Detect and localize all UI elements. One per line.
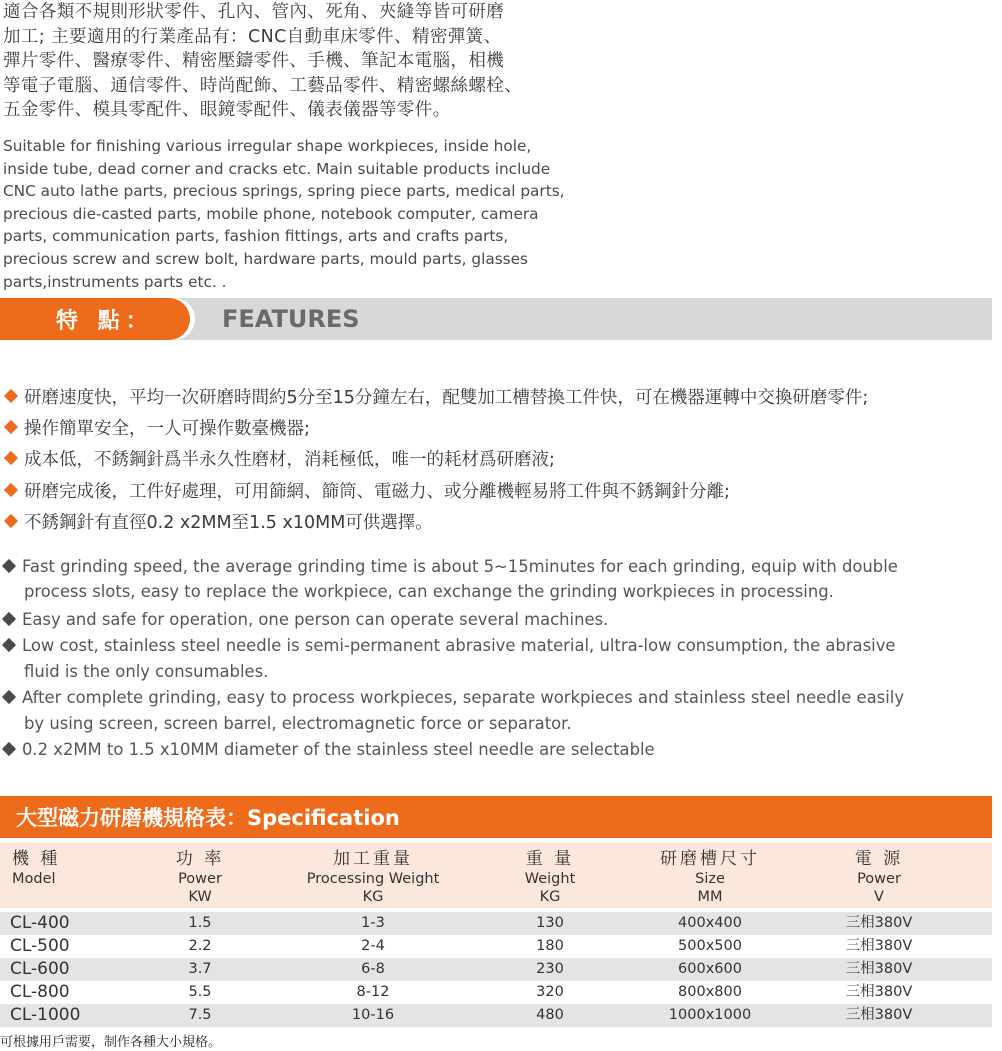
table-row	[0, 935, 992, 958]
intro-en-line: CNC auto lathe parts, precious springs, spring piece parts, medical parts,	[3, 182, 565, 201]
orange-diamond-bullet-icon	[4, 389, 18, 403]
cell-size: 500x500	[678, 938, 742, 954]
feature-cn-item: 操作簡單安全，一人可操作數臺機器;	[0, 415, 310, 445]
dark-diamond-bullet-icon	[2, 611, 16, 625]
cell-model: CL-800	[10, 982, 70, 1002]
features-tab-label: 特 點：	[56, 309, 154, 334]
cell-size: 600x600	[678, 961, 742, 977]
intro-en-line: parts,instruments parts etc. .	[3, 272, 227, 291]
feature-en-continuation: fluid is the only consumables.	[24, 662, 269, 681]
cell-weight: 130	[536, 915, 564, 931]
cell-weight: 320	[536, 984, 564, 1000]
feature-en-item: Low cost, stainless steel needle is semi-permanent abrasive material, ultra-low consumption, the abrasive	[0, 636, 895, 655]
table-row	[0, 1004, 992, 1027]
cell-power: 2.2	[188, 938, 212, 954]
cell-power: 7.5	[188, 1007, 212, 1023]
intro-en-line: Suitable for finishing various irregular shape workpieces, inside hole,	[3, 137, 532, 155]
cell-power: 5.5	[188, 984, 212, 1000]
col-header-power: 功 率 Power KW	[175, 849, 225, 905]
intro-chinese-paragraph	[3, 0, 563, 123]
table-row	[0, 912, 992, 935]
cell-weight: 480	[536, 1007, 564, 1023]
dark-diamond-bullet-icon	[2, 558, 16, 572]
cell-model: CL-600	[10, 959, 70, 979]
intro-cn-line: 彈片零件、醫療零件、精密壓鑄零件、手機、筆記本電腦，相機	[3, 51, 505, 72]
feature-en-item: 0.2 x2MM to 1.5 x10MM diameter of the stainless steel needle are selectable	[0, 740, 655, 759]
intro-cn-line: 加工; 主要適用的行業產品有：CNC自動車床零件、精密彈簧、	[3, 26, 502, 47]
col-header-slot-size: 研磨槽尺寸 Size MM	[660, 849, 760, 905]
intro-cn-line: 五金零件、模具零配件、眼鏡零配件、儀表儀器等零件。	[3, 100, 451, 121]
specification-title: 大型磁力研磨機規格表：Specification	[16, 806, 400, 830]
feature-en-item: After complete grinding, easy to process workpieces, separate workpieces and stainless steel needle easily	[0, 688, 904, 707]
cell-voltage: 三相380V	[845, 1007, 913, 1023]
feature-cn-item: 不銹鋼針有直徑0.2 x2MM至1.5 x10MM可供選擇。	[0, 509, 433, 539]
customization-note: 可根據用戶需要，制作各種大小規格。	[0, 1035, 222, 1050]
intro-en-line: parts, communication parts, fashion fittings, arts and crafts parts,	[3, 227, 509, 246]
cell-power: 1.5	[188, 915, 212, 931]
feature-en-continuation: process slots, easy to replace the workpiece, can exchange the grinding workpieces in processing.	[24, 582, 834, 601]
intro-cn-line: 等電子電腦、通信零件、時尚配飾、工藝品零件、精密螺絲螺栓、	[3, 75, 523, 96]
intro-english-paragraph	[3, 135, 563, 293]
intro-en-line: precious screw and screw bolt, hardware parts, mould parts, glasses	[3, 249, 529, 268]
cell-processing-weight: 1-3	[361, 915, 385, 931]
cell-size: 1000x1000	[668, 1007, 752, 1023]
cell-voltage: 三相380V	[845, 984, 913, 1000]
cell-weight: 180	[536, 938, 564, 954]
feature-cn-item: 成本低，不銹鋼針爲半永久性磨材，消耗極低，唯一的耗材爲研磨液;	[0, 446, 555, 476]
table-row	[0, 981, 992, 1004]
cell-power: 3.7	[188, 961, 212, 977]
cell-model: CL-400	[10, 913, 70, 933]
col-header-processing-weight: 加工重量 Processing Weight KG	[306, 849, 440, 905]
intro-cn-line: 適合各類不規則形狀零件、孔內、管內、死角、夾縫等皆可研磨	[3, 2, 505, 22]
feature-en-item: Easy and safe for operation, one person can operate several machines.	[0, 610, 608, 629]
cell-weight: 230	[536, 961, 564, 977]
cell-model: CL-1000	[10, 1005, 81, 1025]
cell-processing-weight: 6-8	[361, 961, 385, 977]
orange-diamond-bullet-icon	[4, 483, 18, 497]
col-header-weight: 重 量 Weight KG	[524, 849, 576, 905]
feature-en-continuation: by using screen, screen barrel, electromagnetic force or separator.	[24, 714, 572, 733]
cell-processing-weight: 8-12	[356, 984, 390, 1000]
orange-diamond-bullet-icon	[4, 451, 18, 465]
intro-en-line: inside tube, dead corner and cracks etc. Main suitable products include	[3, 159, 551, 178]
cell-processing-weight: 2-4	[361, 938, 385, 954]
cell-voltage: 三相380V	[845, 915, 913, 931]
orange-diamond-bullet-icon	[4, 514, 18, 528]
col-header-model: 機 種 Model	[12, 849, 61, 887]
table-row	[0, 958, 992, 981]
dark-diamond-bullet-icon	[2, 741, 16, 755]
spec-table-header	[0, 842, 992, 908]
feature-cn-item: 研磨速度快，平均一次研磨時間約5分至15分鐘左右，配雙加工槽替換工件快，可在機器運轉中交換研磨零件;	[0, 384, 868, 414]
orange-diamond-bullet-icon	[4, 420, 18, 434]
dark-diamond-bullet-icon	[2, 637, 16, 651]
feature-cn-item: 研磨完成後，工件好處理，可用篩網、篩筒、電磁力、或分離機輕易將工件與不銹鋼針分離;	[0, 478, 730, 508]
cell-voltage: 三相380V	[845, 961, 913, 977]
dark-diamond-bullet-icon	[2, 689, 16, 703]
col-header-voltage: 電 源 Power V	[854, 849, 904, 905]
cell-size: 400x400	[678, 915, 742, 931]
cell-voltage: 三相380V	[845, 938, 913, 954]
features-title: FEATURES	[222, 305, 360, 333]
intro-en-line: precious die-casted parts, mobile phone, notebook computer, camera	[3, 204, 539, 223]
cell-model: CL-500	[10, 936, 70, 956]
cell-size: 800x800	[678, 984, 742, 1000]
feature-en-item: Fast grinding speed, the average grinding time is about 5~15minutes for each grinding, equip with double	[0, 557, 898, 576]
cell-processing-weight: 10-16	[351, 1007, 395, 1023]
